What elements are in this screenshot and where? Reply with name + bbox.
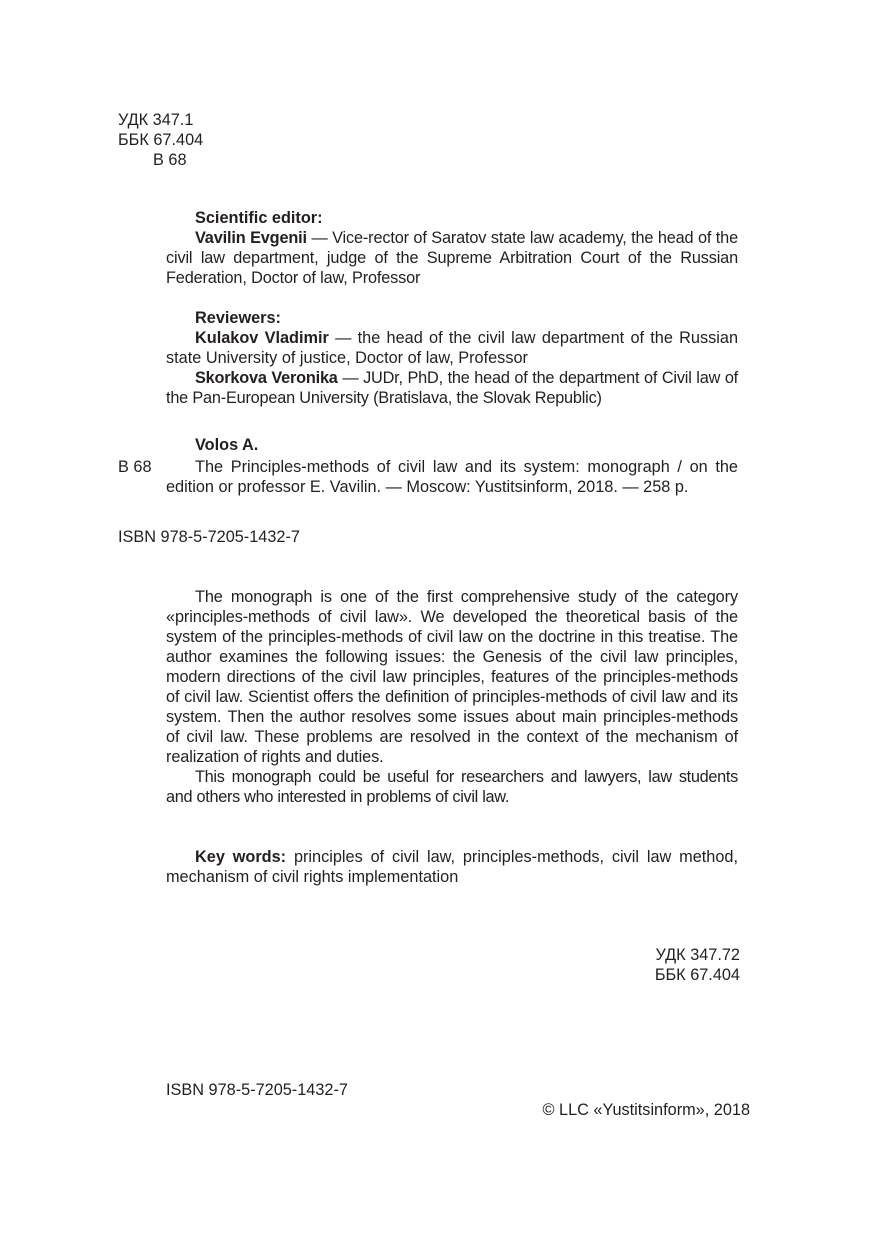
abstract-paragraph-2: This monograph could be useful for researchers and lawyers, law students and others who interested in problems of civil law. [166,768,738,806]
reviewer-desc: — JUDr, PhD, the head of the department of Civil law of the Pan-European University (Bratislava, the Slovak Republic) [166,369,738,407]
reviewer-item [166,368,738,408]
author-mark: В 68 [153,151,187,169]
reviewer-desc: — the head of the civil law department of the Russian state University of justice, Doctor of law, Professor [166,329,738,367]
keywords-label: Key words: [195,848,287,866]
book-mark: В 68 [118,458,152,476]
reviewer-name: Skorkova Veronika [195,369,338,387]
reviewers-heading: Reviewers: [195,309,281,327]
footer-udk: УДК 347.72 [655,946,740,964]
keywords-text: principles of civil law, principles-methods, civil law method, mechanism of civil rights implementation [166,848,738,886]
isbn-top: ISBN 978-5-7205-1432-7 [118,528,300,546]
editor-name: Vavilin Evgenii [195,229,307,247]
reviewers-section [166,308,738,408]
keywords-section [166,847,738,887]
book-author: Volos A. [195,436,259,454]
editor-desc: — Vice-rector of Saratov state law academy, the head of the civil law department, judge of the Supreme Arbitration Court of the Russian Federation, Doctor of law, Professor [166,229,738,287]
footer-bbk: ББК 67.404 [654,966,740,984]
book-section [166,435,738,497]
copyright: © LLC «Yustitsinform», 2018 [542,1101,750,1119]
isbn-bottom: ISBN 978-5-7205-1432-7 [166,1081,348,1099]
reviewer-item [166,328,738,368]
udk-code: УДК 347.1 [118,111,194,129]
editor-heading: Scientific editor: [195,209,323,227]
abstract-section [166,587,738,807]
bbk-code: ББК 67.404 [118,131,204,149]
reviewer-name: Kulakov Vladimir [195,329,329,347]
book-description: The Principles-methods of civil law and its system: monograph / on the edition or professor E. Vavilin. — Moscow: Yustitsinform, 2018. — 258 p. [166,458,738,496]
editor-section [166,208,738,288]
abstract-paragraph-1: The monograph is one of the first comprehensive study of the category «principles-methods of civil law». We developed the theoretical basis of the system of the principles-methods of civil law on the doctrine in this treatise. The author examines the following issues: the Genesis of the civil law principles, modern directions of the civil law principles, features of the principles-methods of civil law. Scientist offers the definition of principles-methods of civil law and its system. Then the author resolves some issues about main principles-methods of civil law. These problems are resolved in the context of the mechanism of realization of rights and duties. [166,588,738,766]
